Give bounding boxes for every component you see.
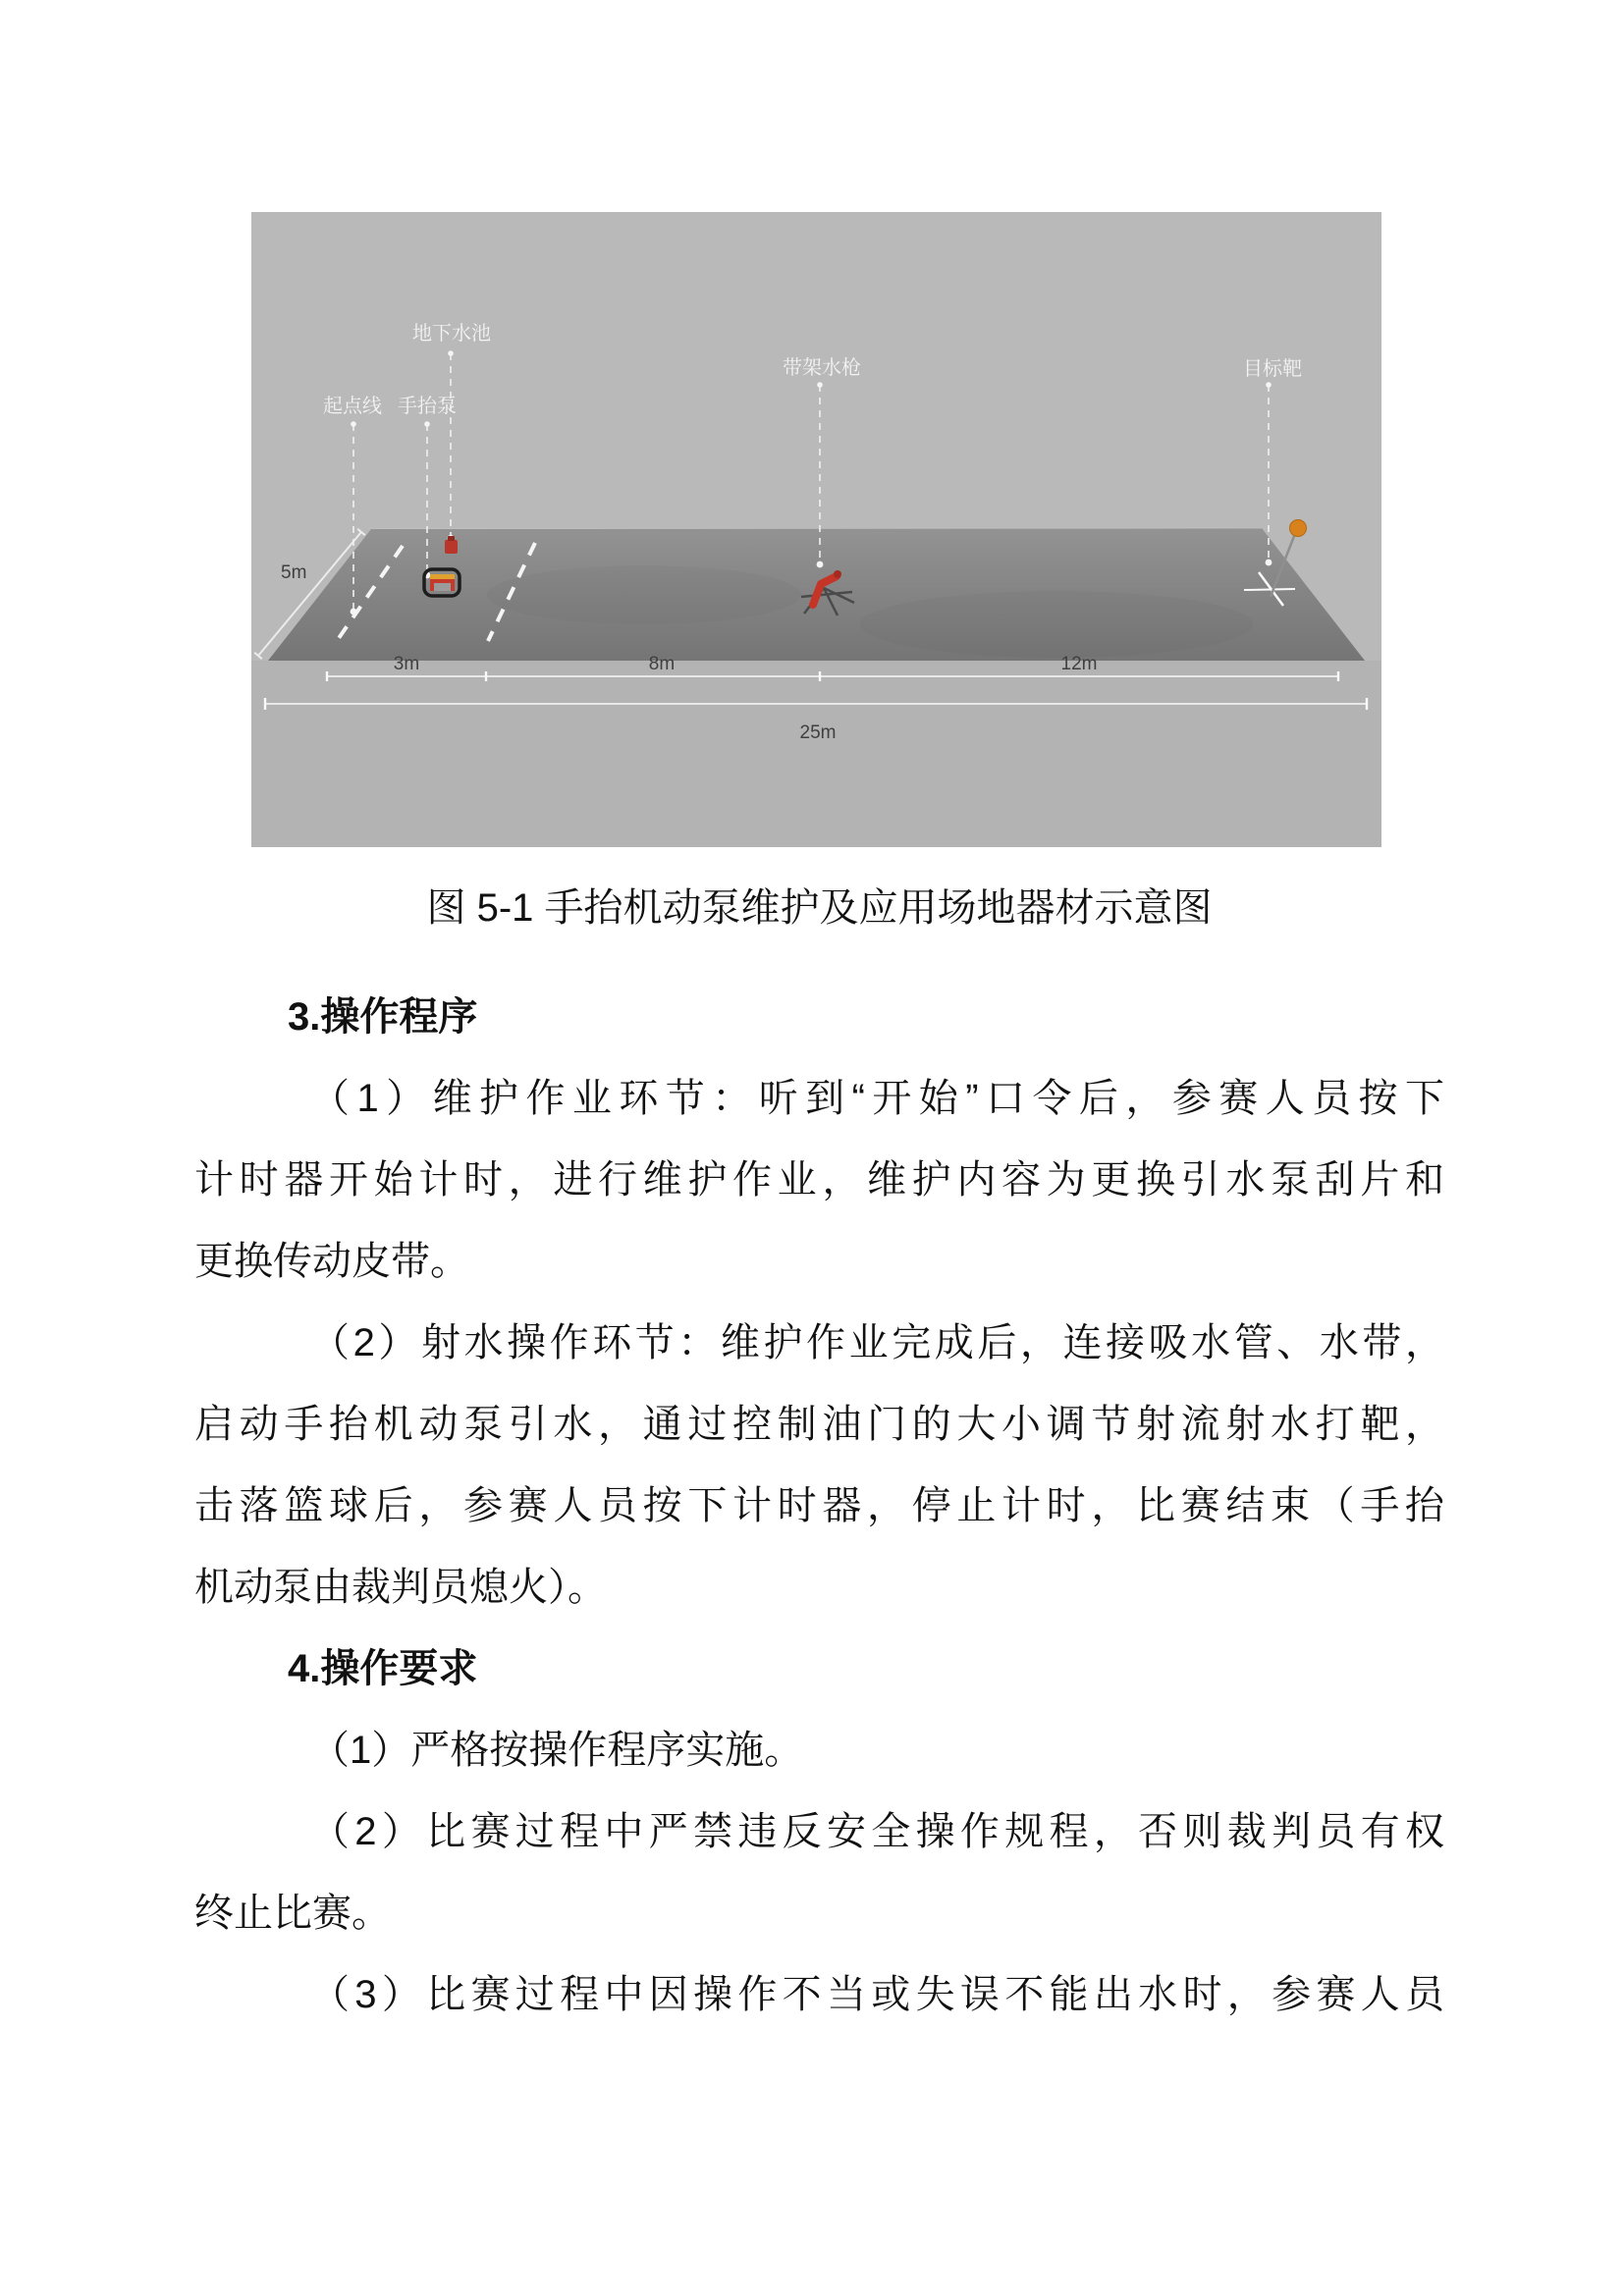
paragraph-line: 击落篮球后，参赛人员按下计时器，停止计时，比赛结束（手抬 bbox=[194, 1484, 1444, 1527]
paragraph-line: （1）维护作业环节：听到“开始”口令后，参赛人员按下 bbox=[310, 1077, 1444, 1120]
section-4-heading: 4.操作要求 bbox=[288, 1647, 478, 1690]
dimension-12m-label: 12m bbox=[1060, 654, 1098, 674]
section-3-heading: 3.操作程序 bbox=[288, 995, 478, 1039]
start-line-label: 起点线 bbox=[323, 396, 382, 417]
dimension-8m-label: 8m bbox=[648, 654, 676, 674]
paragraph-line: （2）射水操作环节：维护作业完成后，连接吸水管、水带， bbox=[310, 1321, 1444, 1364]
figure-caption: 图 5-1 手抬机动泵维护及应用场地器材示意图 bbox=[426, 886, 1213, 930]
paragraph-line: 计时器开始计时，进行维护作业，维护内容为更换引水泵刮片和 bbox=[194, 1158, 1444, 1201]
paragraph-line: （1）严格按操作程序实施。 bbox=[310, 1729, 804, 1772]
paragraph-line: 机动泵由裁判员熄火）。 bbox=[194, 1566, 607, 1609]
paragraph-line: （2）比赛过程中严禁违反安全操作规程，否则裁判员有权 bbox=[310, 1810, 1444, 1853]
dimension-3m-label: 3m bbox=[393, 654, 420, 674]
paragraph-line: 启动手抬机动泵引水，通过控制油门的大小调节射流射水打靶， bbox=[194, 1403, 1444, 1446]
dimension-5m-label: 5m bbox=[281, 562, 307, 583]
paragraph-line: 更换传动皮带。 bbox=[194, 1240, 469, 1283]
underground-pool-label: 地下水池 bbox=[412, 323, 491, 345]
paragraph-line: 终止比赛。 bbox=[194, 1892, 391, 1935]
rack-water-gun-label: 带架水枪 bbox=[783, 357, 861, 379]
paragraph-line: （3）比赛过程中因操作不当或失误不能出水时，参赛人员 bbox=[310, 1973, 1444, 2016]
target-label: 目标靶 bbox=[1243, 358, 1302, 380]
figure-lower-band bbox=[251, 661, 1381, 847]
hand-pump-label: 手抬泵 bbox=[398, 396, 457, 417]
figure-5-1-diagram bbox=[251, 212, 1381, 847]
dimension-25m-label: 25m bbox=[799, 722, 837, 743]
